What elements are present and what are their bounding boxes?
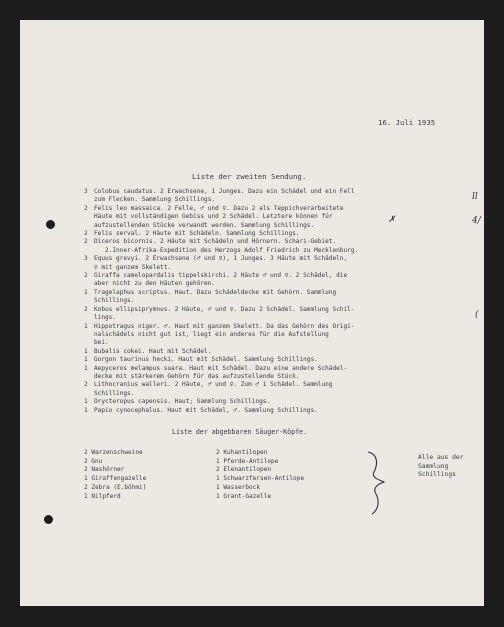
entry-text bbox=[94, 398, 482, 406]
entry-line: lings. bbox=[94, 314, 117, 322]
letter-date: 16. Juli 1935 bbox=[378, 118, 436, 127]
list-entry bbox=[84, 356, 482, 364]
entry-count: 1 bbox=[84, 356, 88, 364]
entry-text bbox=[94, 188, 482, 205]
list-entry bbox=[84, 289, 482, 306]
entry-line: decke mit stärkerem Gehörn für das aufzustellende Stück. bbox=[94, 372, 300, 380]
entry-count: 1 bbox=[84, 347, 88, 355]
list-title: Liste der zweiten Sendung. bbox=[192, 172, 307, 181]
shipment-list bbox=[84, 188, 482, 415]
entry-line: Felis serval. 2 Häute mit Schädeln. Sammlung Schillings. bbox=[94, 230, 300, 238]
head-item: 2 Zebra (E.böhmi) bbox=[84, 483, 147, 491]
list-entry bbox=[84, 230, 482, 238]
entry-count: 2 bbox=[84, 230, 88, 238]
entry-text bbox=[94, 205, 482, 230]
entry-line: Orycteropus capensis. Haut; Sammlung Schillings. bbox=[94, 398, 271, 406]
list-entry bbox=[84, 323, 482, 348]
heads-right-column bbox=[216, 449, 304, 501]
margin-note-2: 4/ bbox=[472, 216, 481, 226]
entry-count: 2 bbox=[84, 381, 88, 389]
entry-line: aber nicht zu den Häuten gehören. bbox=[94, 280, 216, 288]
list-entry bbox=[84, 348, 482, 356]
entry-line: Lithocranius walleri. 2 Häute, ♂ und ♀. Zum ♂ 1 Schädel. Sammlung bbox=[94, 381, 333, 389]
entry-line: Equus grevyi. 2 Erwachsene (♂ und ♀), 1 Junges. 3 Häute mit Schädeln, bbox=[94, 255, 348, 263]
list-entry bbox=[84, 238, 482, 255]
entry-text bbox=[94, 289, 482, 306]
heads-list-title: Liste der abgebbaren Säuger-Köpfe. bbox=[172, 428, 307, 436]
head-item: 2 Warzenschweine bbox=[84, 449, 143, 456]
entry-count: 2 bbox=[84, 238, 88, 246]
entry-line: Bubalis cokei. Haut mit Schädel. bbox=[94, 347, 212, 355]
entry-line: Kobus ellipsiprymnus. 2 Häute, ♂ und ♀. Dazu 2 Schädel. Sammlung Schil- bbox=[94, 305, 355, 313]
entry-count: 2 bbox=[84, 305, 88, 313]
entry-line: Gorgon taurinus hecki. Haut mit Schädel. Sammlung Schillings. bbox=[94, 356, 318, 364]
entry-line: bei. bbox=[94, 339, 109, 347]
entry-text bbox=[94, 306, 482, 323]
entry-line: Aepyceros melampus suara. Haut mit Schädel. Dazu eine andere Schädel- bbox=[94, 364, 348, 372]
note-line: Sammlung bbox=[418, 462, 449, 470]
entry-text bbox=[94, 365, 482, 382]
margin-note-1: ll bbox=[472, 192, 478, 202]
list-entry bbox=[84, 205, 482, 230]
entry-line: Diceros bicornis. 2 Häute mit Schädeln und Hörnern. Schari-Gebiet. bbox=[94, 238, 337, 246]
head-item: 1 Grant-Gazelle bbox=[216, 492, 272, 500]
entry-line: Hippotragus niger. ♂. Haut mit ganzem Skelett. Da das Gehörn des Origi- bbox=[94, 322, 355, 330]
entry-line: Häute mit vollständigen Gebiss und 2 Schädel. Letztere können für bbox=[94, 213, 333, 221]
heads-left-column bbox=[84, 449, 146, 501]
note-line: Alle aus der bbox=[418, 454, 464, 461]
entry-line: Papio cynocephalus. Haut mit Schädel, ♂. Sammlung Schillings. bbox=[94, 406, 318, 414]
entry-line: Felis leo massaica. 2 Felle, ♂ und ♀. Dazu 2 als Teppichverarbeitete bbox=[94, 204, 344, 212]
entry-count: 2 bbox=[84, 272, 88, 280]
head-item: 2 Gnu bbox=[84, 457, 103, 465]
entry-text bbox=[94, 238, 482, 255]
list-entry bbox=[84, 398, 482, 406]
entry-count: 3 bbox=[84, 188, 88, 195]
entry-line: aufzustellenden Stücke verwandt werden. Sammlung Schillings. bbox=[94, 221, 315, 229]
entry-text bbox=[94, 348, 482, 356]
head-item: 1 Wasserbock bbox=[216, 483, 261, 491]
entry-text bbox=[94, 255, 482, 272]
list-entry bbox=[84, 306, 482, 323]
margin-note-4: ✗ bbox=[388, 215, 396, 225]
punch-hole-top bbox=[46, 220, 55, 229]
entry-text bbox=[94, 323, 482, 348]
head-item: 2 Nashörner bbox=[84, 466, 125, 474]
punch-hole-bottom bbox=[44, 515, 53, 524]
entry-line: Tragelaphus scriptus. Haut. Dazu Schädeldecke mit Gehörn. Sammlung bbox=[94, 288, 337, 296]
entry-count: 1 bbox=[84, 398, 88, 406]
entry-text bbox=[94, 356, 482, 364]
entry-text bbox=[94, 407, 482, 415]
head-item: 1 Schwarzfersen-Antilope bbox=[216, 475, 305, 483]
entry-line: ♀ mit ganzem Skelett. bbox=[94, 263, 172, 271]
entry-text bbox=[94, 272, 482, 289]
head-item: 1 Giraffengazelle bbox=[84, 475, 147, 483]
entry-line: zum Flecken. Sammlung Schillings. bbox=[94, 196, 216, 204]
entry-line: nalschädels nicht gut ist, liegt ein anderes für die Aufstellung bbox=[94, 330, 329, 338]
list-entry bbox=[84, 407, 482, 415]
note-line: Schillings bbox=[418, 471, 456, 478]
list-entry bbox=[84, 188, 482, 205]
entry-line: Colobus caudatus. 2 Erwachsene, 1 Junges. Dazu ein Schädel und ein Fell bbox=[94, 188, 355, 195]
document-page bbox=[20, 20, 484, 606]
entry-count: 1 bbox=[84, 406, 88, 414]
head-item: 1 Nilpferd bbox=[84, 492, 121, 500]
entry-line: Giraffa camelopardalis tippelskirchi. 2 Häute ♂ und ♀. 2 Schädel, die bbox=[94, 272, 348, 280]
margin-note-3: ( bbox=[475, 310, 479, 320]
entry-line: Schillings. bbox=[94, 297, 135, 305]
list-entry bbox=[84, 381, 482, 398]
entry-count: 1 bbox=[84, 322, 88, 330]
entry-count: 1 bbox=[84, 288, 88, 296]
list-entry bbox=[84, 272, 482, 289]
entry-line: 2.Inner-Afrika-Expedition des Herzogs Adolf Friedrich zu Mecklenburg. bbox=[94, 246, 359, 254]
list-entry bbox=[84, 255, 482, 272]
entry-text bbox=[94, 230, 482, 238]
entry-text bbox=[94, 381, 482, 398]
entry-count: 2 bbox=[84, 204, 88, 212]
handwritten-brace bbox=[364, 448, 394, 516]
heads-note bbox=[418, 454, 464, 480]
entry-line: Schillings. bbox=[94, 389, 135, 397]
entry-count: 1 bbox=[84, 364, 88, 372]
list-entry bbox=[84, 365, 482, 382]
head-item: 1 Pferde-Antilope bbox=[216, 457, 279, 465]
head-item: 2 Kuhantilopen bbox=[216, 449, 268, 456]
entry-count: 3 bbox=[84, 255, 88, 263]
head-item: 2 Elenantilopen bbox=[216, 466, 272, 474]
